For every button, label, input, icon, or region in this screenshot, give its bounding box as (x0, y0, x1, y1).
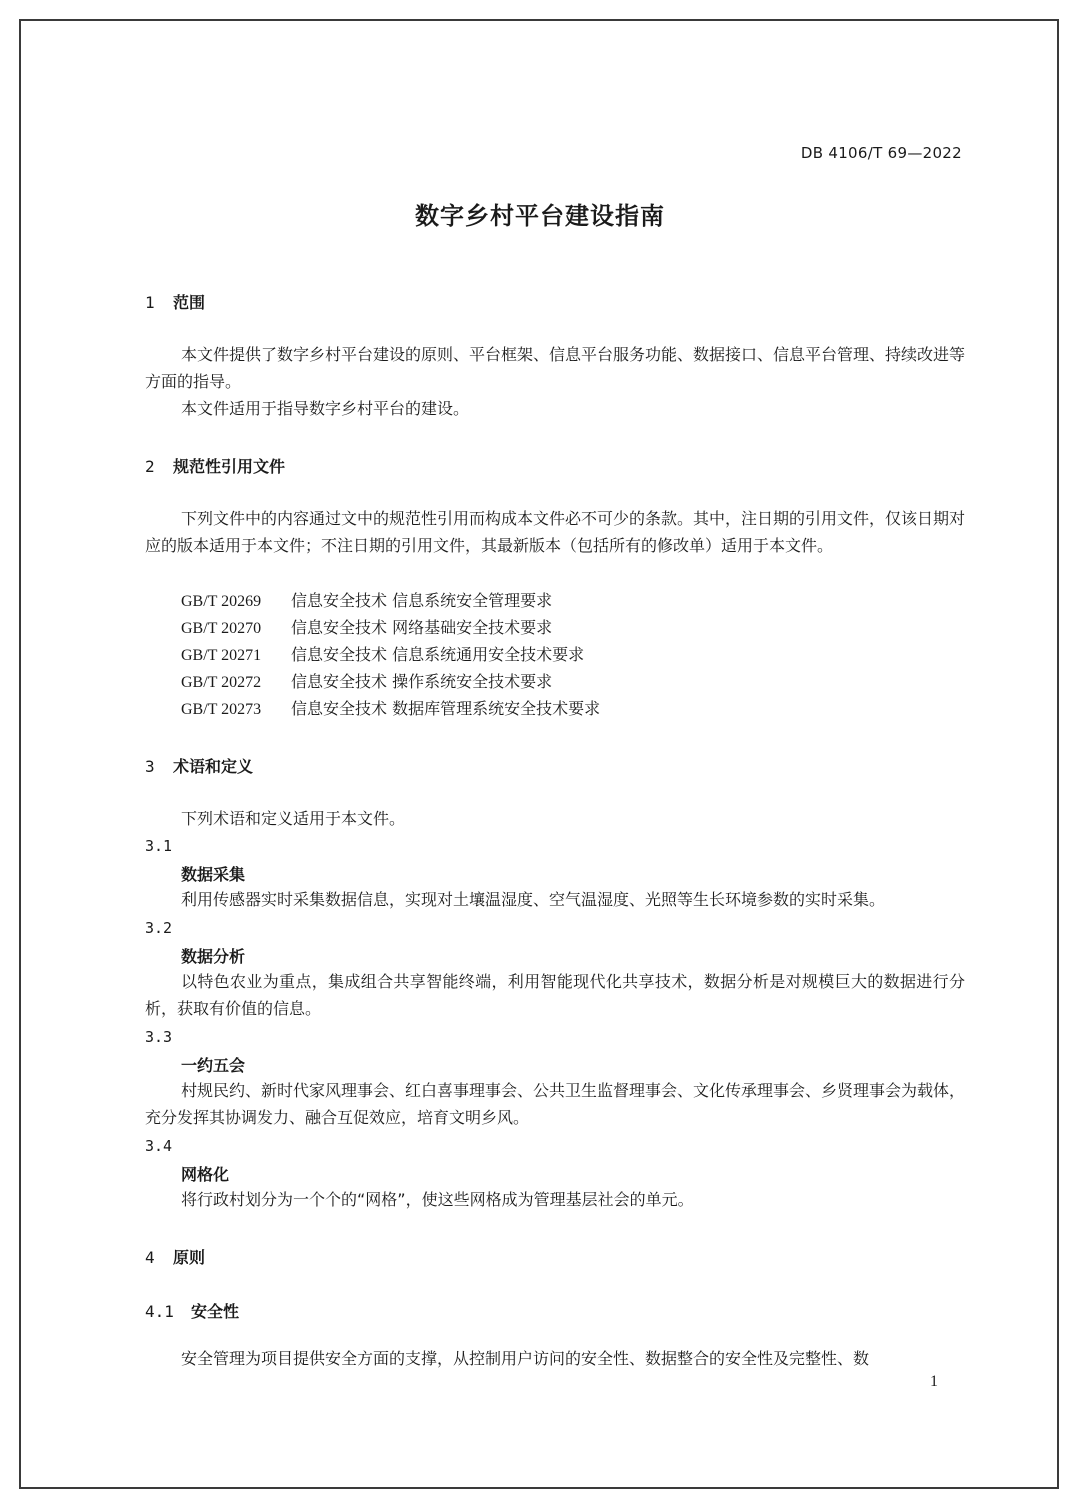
reference-code: GB/T 20270 (181, 620, 262, 637)
term-definition: 将行政村划分为一个个的“网格”，使这些网格成为管理基层社会的单元。 (181, 1190, 694, 1209)
subsection-4-1-paragraph: 安全管理为项目提供安全方面的支撑，从控制用户访问的安全性、数据整合的安全性及完整性、数 (181, 1349, 870, 1368)
term-name: 数据分析 (181, 947, 246, 966)
term-name: 网格化 (181, 1165, 230, 1184)
reference-title: 信息安全技术 数据库管理系统安全技术要求 (291, 699, 601, 718)
reference-code: GB/T 20269 (181, 593, 262, 610)
document-title: 数字乡村平台建设指南 (415, 202, 665, 230)
subsection-number: 4.1 (145, 1302, 174, 1321)
reference-item (181, 641, 584, 669)
section-title: 范围 (173, 293, 206, 312)
section-1-heading (145, 290, 205, 313)
reference-title: 信息安全技术 信息系统通用安全技术要求 (291, 645, 585, 664)
reference-title: 信息安全技术 操作系统安全技术要求 (291, 672, 553, 691)
subsection-title: 安全性 (191, 1302, 240, 1321)
term-name: 一约五会 (181, 1056, 246, 1075)
section-title: 规范性引用文件 (173, 457, 286, 476)
term-number: 3.3 (145, 1028, 173, 1046)
term-definition: 利用传感器实时采集数据信息，实现对土壤温湿度、空气温湿度、光照等生长环境参数的实时采集。 (181, 890, 886, 909)
section-2-heading (145, 454, 285, 477)
page-number: 1 (930, 1373, 938, 1390)
term-number: 3.4 (145, 1137, 173, 1155)
reference-item (181, 587, 552, 615)
section-4-heading (145, 1245, 205, 1268)
term-number: 3.1 (145, 837, 173, 855)
reference-code: GB/T 20272 (181, 674, 262, 691)
term-number: 3.2 (145, 919, 173, 937)
section-number: 4 (145, 1248, 155, 1267)
section-title: 术语和定义 (173, 757, 254, 776)
section-3-heading (145, 754, 253, 777)
reference-item (181, 668, 552, 696)
standard-code: DB 4106/T 69—2022 (800, 144, 962, 162)
reference-item (181, 614, 552, 642)
term-definition: 以特色农业为重点，集成组合共享智能终端，利用智能现代化共享技术，数据分析是对规模巨大的数据进行分析，获取有价值的信息。 (145, 972, 965, 1018)
reference-code: GB/T 20273 (181, 701, 262, 718)
section-1-paragraph-2: 本文件适用于指导数字乡村平台的建设。 (181, 399, 470, 418)
section-3-paragraph-1: 下列术语和定义适用于本文件。 (181, 809, 406, 828)
subsection-4-1-heading (145, 1299, 239, 1322)
section-number: 1 (145, 293, 155, 312)
section-title: 原则 (173, 1248, 206, 1267)
section-1-paragraph-1: 本文件提供了数字乡村平台建设的原则、平台框架、信息平台服务功能、数据接口、信息平台管理、持续改进等方面的指导。 (145, 345, 966, 391)
section-number: 2 (145, 457, 155, 476)
reference-code: GB/T 20271 (181, 647, 262, 664)
term-name: 数据采集 (181, 865, 246, 884)
reference-title: 信息安全技术 网络基础安全技术要求 (291, 618, 553, 637)
reference-item (181, 695, 600, 723)
section-number: 3 (145, 757, 155, 776)
term-definition: 村规民约、新时代家风理事会、红白喜事理事会、公共卫生监督理事会、文化传承理事会、乡贤理事会为载体，充分发挥其协调发力、融合互促效应，培育文明乡风。 (145, 1081, 966, 1127)
reference-title: 信息安全技术 信息系统安全管理要求 (291, 591, 553, 610)
section-2-paragraph-1: 下列文件中的内容通过文中的规范性引用而构成本文件必不可少的条款。其中，注日期的引用文件，仅该日期对应的版本适用于本文件；不注日期的引用文件，其最新版本（包括所有的修改单）适用于本文件。 (145, 509, 966, 555)
